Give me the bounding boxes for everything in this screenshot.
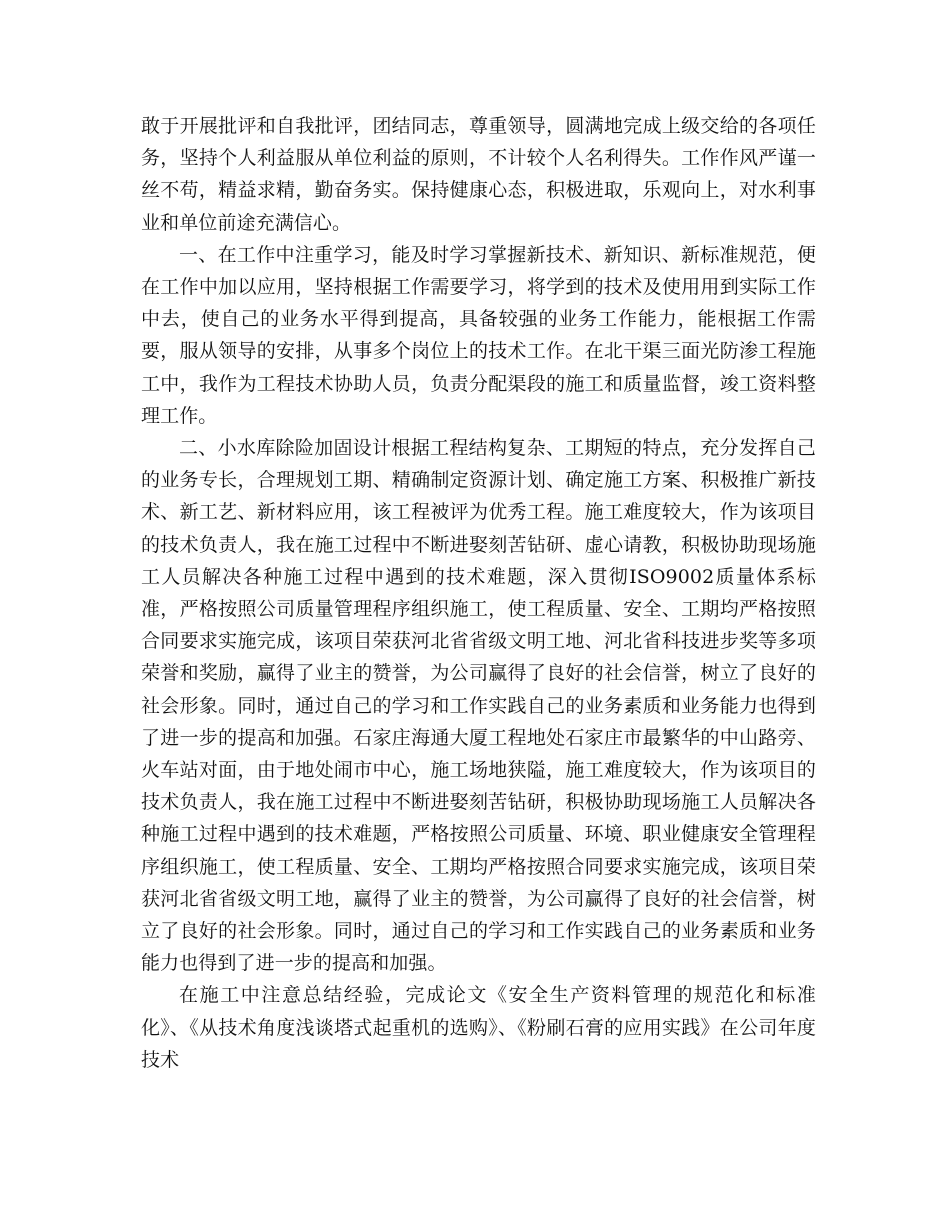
paragraph-4: 在施工中注意总结经验，完成论文《安全生产资料管理的规范化和标准化》、《从技术角度浅谈塔式起重机的选购》、《粉刷石膏的应用实践》在公司年度技术 xyxy=(141,984,816,1071)
paragraph-2: 一、在工作中注重学习，能及时学习掌握新技术、新知识、新标准规范，便在工作中加以应用，坚持根据工作需要学习，将学到的技术及使用用到实际工作中去，使自己的业务水平得到提高，具备较强的业务工作能力，能根据工作需要，服从领导的安排，从事多个岗位上的技术工作。在北干渠三面光防渗工程施工中，我作为工程技术协助人员，负责分配渠段的施工和质量监督，竣工资料整理工作。 xyxy=(141,243,816,427)
paragraph-3: 二、小水库除险加固设计根据工程结构复杂、工期短的特点，充分发挥自己的业务专长，合理规划工期、精确制定资源计划、确定施工方案、积极推广新技术、新工艺、新材料应用，该工程被评为优秀工程。施工难度较大，作为该项目的技术负责人，我在施工过程中不断进娶刻苦钻研、虚心请教，积极协助现场施工人员解决各种施工过程中遇到的技术难题，深入贯彻ISO9002质量体系标准，严格按照公司质量管理程序组织施工，使工程质量、安全、工期均严格按照合同要求实施完成，该项目荣获河北省省级文明工地、河北省科技进步奖等多项荣誉和奖励，赢得了业主的赞誉，为公司赢得了良好的社会信誉，树立了良好的社会形象。同时，通过自己的学习和工作实践自己的业务素质和业务能力也得到了进一步的提高和加强。石家庄海通大厦工程地处石家庄市最繁华的中山路旁、火车站对面，由于地处闹市中心，施工场地狭隘，施工难度较大，作为该项目的技术负责人，我在施工过程中不断进娶刻苦钻研，积极协助现场施工人员解决各种施工过程中遇到的技术难题，严格按照公司质量、环境、职业健康安全管理程序组织施工，使工程质量、安全、工期均严格按照合同要求实施完成，该项目荣获河北省省级文明工地，赢得了业主的赞誉，为公司赢得了良好的社会信誉，树立了良好的社会形象。同时，通过自己的学习和工作实践自己的业务素质和业务能力也得到了进一步的提高和加强。 xyxy=(141,437,816,975)
paragraph-1: 敢于开展批评和自我批评，团结同志，尊重领导，圆满地完成上级交给的各项任务，坚持个人利益服从单位利益的原则，不计较个人名利得失。工作作风严谨一丝不苟，精益求精，勤奋务实。保持健康心态，积极进取，乐观向上，对水利事业和单位前途充满信心。 xyxy=(141,115,816,234)
